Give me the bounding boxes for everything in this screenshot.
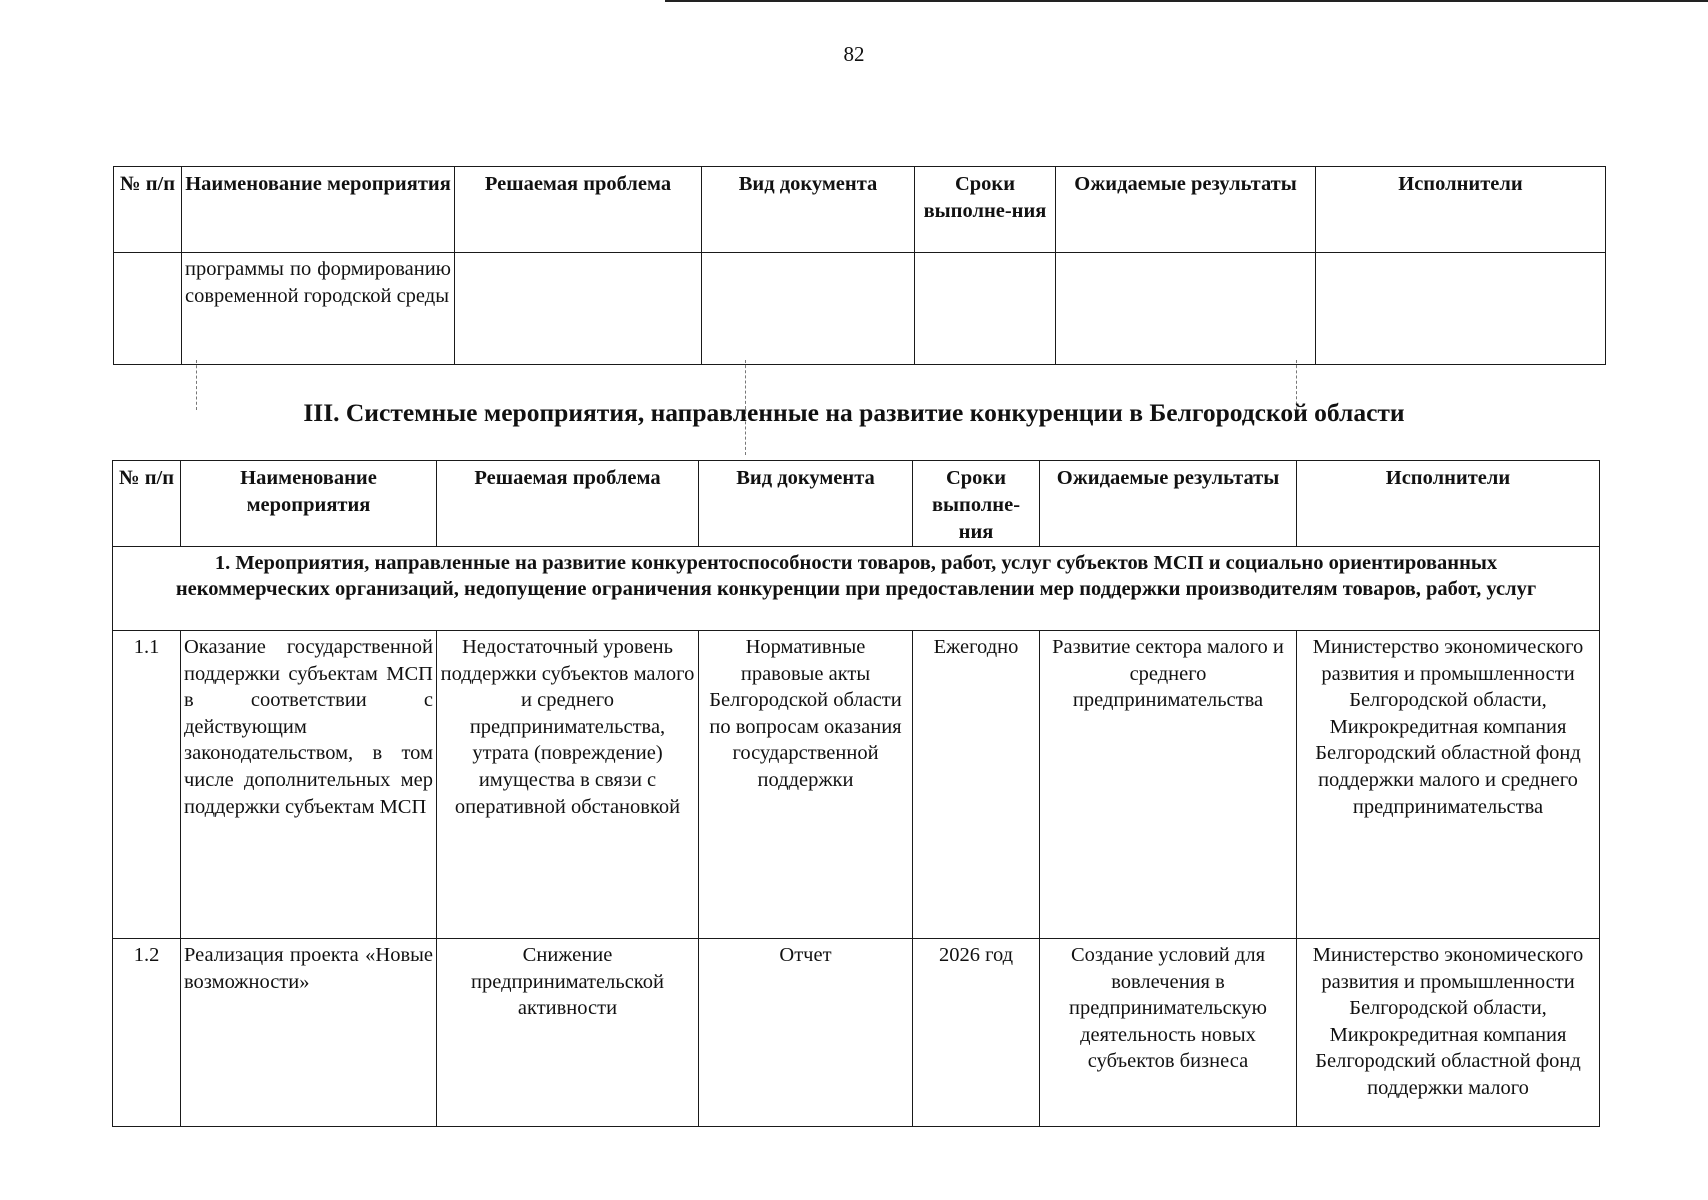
cell-terms: 2026 год [913, 939, 1040, 1127]
header-results: Ожидаемые результаты [1040, 461, 1297, 547]
group-heading: 1. Мероприятия, направленные на развитие конкурентоспособности товаров, работ, услуг субъектов МСП и социально ориентированных некоммерческих организаций, недопущение ограничения конкуренции при предоставлении мер поддержки производителям товаров, работ, услуг [113, 547, 1600, 631]
header-num: № п/п [114, 167, 182, 253]
cell-num: 1.2 [113, 939, 181, 1127]
group-row [113, 547, 1600, 631]
cell-terms [915, 253, 1056, 365]
cell-results: Создание условий для вовлечения в предпринимательскую деятельность новых субъектов бизнеса [1040, 939, 1297, 1127]
cell-name: Оказание государственной поддержки субъектам МСП в соответствии с действующим законодательством, в том числе дополнительных мер поддержки субъектам МСП [181, 631, 437, 939]
cell-doc: Нормативные правовые акты Белгородской области по вопросам оказания государственной поддержки [699, 631, 913, 939]
cell-executors: Министерство экономического развития и промышленности Белгородской области, Микрокредитная компания Белгородский областной фонд поддержки малого [1297, 939, 1600, 1127]
section-title: III. Системные мероприятия, направленные на развитие конкуренции в Белгородской области [303, 398, 1405, 427]
cell-executors [1316, 253, 1606, 365]
table-header-row [114, 167, 1606, 253]
header-problem: Решаемая проблема [455, 167, 702, 253]
header-terms: Сроки выполне-ния [913, 461, 1040, 547]
cell-doc: Отчет [699, 939, 913, 1127]
header-num: № п/п [113, 461, 181, 547]
header-results: Ожидаемые результаты [1056, 167, 1316, 253]
cell-name: Реализация проекта «Новые возможности» [181, 939, 437, 1127]
cell-num: 1.1 [113, 631, 181, 939]
page-number: 82 [843, 42, 865, 66]
header-problem: Решаемая проблема [437, 461, 699, 547]
continuation-table [113, 166, 1606, 365]
table-row [113, 631, 1600, 939]
cell-problem: Снижение предпринимательской активности [437, 939, 699, 1127]
cell-name: программы по формированию современной городской среды [182, 253, 455, 365]
header-doc: Вид документа [699, 461, 913, 547]
header-name: Наименование мероприятия [182, 167, 455, 253]
cell-problem [455, 253, 702, 365]
cell-problem: Недостаточный уровень поддержки субъектов малого и среднего предпринимательства, утрата (повреждение) имущества в связи с оперативной обстановкой [437, 631, 699, 939]
table-row [114, 253, 1606, 365]
cell-num [114, 253, 182, 365]
header-name: Наименование мероприятия [181, 461, 437, 547]
cell-executors: Министерство экономического развития и промышленности Белгородской области, Микрокредитная компания Белгородский областной фонд поддержки малого и среднего предпринимательства [1297, 631, 1600, 939]
cell-doc [702, 253, 915, 365]
header-doc: Вид документа [702, 167, 915, 253]
table-header-row [113, 461, 1600, 547]
cell-terms: Ежегодно [913, 631, 1040, 939]
scan-edge-line [665, 0, 1708, 2]
measures-table [112, 460, 1600, 1127]
header-executors: Исполнители [1316, 167, 1606, 253]
table-row [113, 939, 1600, 1127]
header-executors: Исполнители [1297, 461, 1600, 547]
header-terms: Сроки выполне-ния [915, 167, 1056, 253]
cell-results: Развитие сектора малого и среднего предпринимательства [1040, 631, 1297, 939]
cell-results [1056, 253, 1316, 365]
